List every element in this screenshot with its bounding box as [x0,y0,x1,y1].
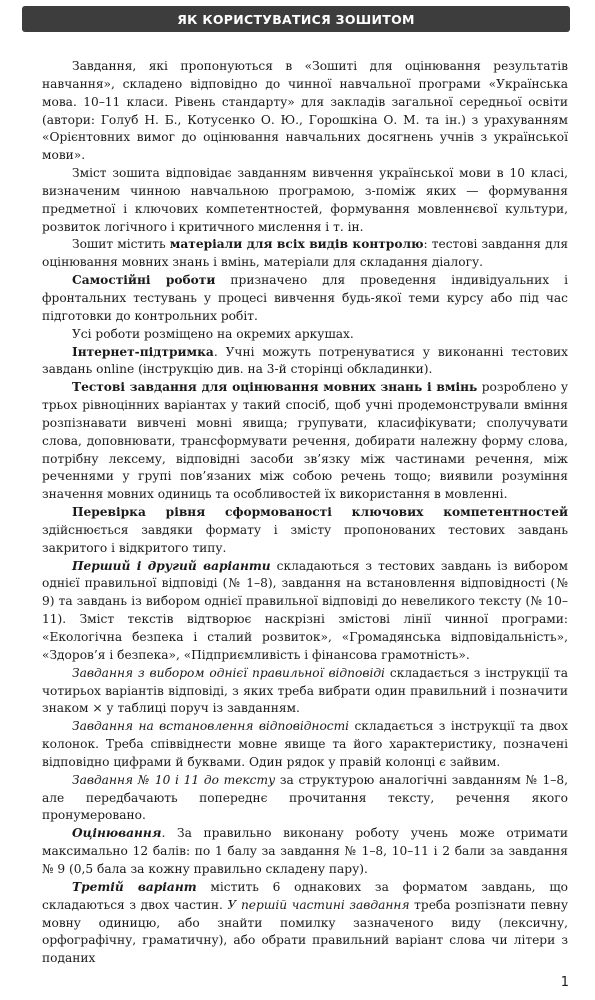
emphasis-run: Тестові завдання для оцінювання мовних знань і вмінь [72,380,478,395]
text-run: призначено для проведення індивідуальних і фронтальних тестувань у процесі вивчення будь-якої теми курсу або під час підготовки до контрольних робіт. [42,273,568,323]
paragraph [42,326,568,344]
page-number: 1 [560,975,569,990]
text-run: за структурою аналогічні завданням № 1–8, але передбачають попереднє прочитання тексту, речення якого пронумеровано. [42,772,568,823]
emphasis-run: Інтернет-підтримка [72,344,214,359]
body-text [42,58,568,968]
paragraph [42,825,568,879]
text-run: Зошит містить [72,237,170,252]
text-run: : тестові завдання для оцінювання мовних знань і вмінь, матеріали для складання діалогу. [42,237,569,270]
text-run: містить 6 однакових за форматом завдань, що складаються з двох частин. [42,879,568,912]
paragraph [42,665,568,719]
paragraph [42,879,568,968]
paragraph [42,344,568,380]
paragraph [42,165,568,236]
paragraph [42,718,568,772]
paragraph [42,379,568,504]
text-run: Зміст зошита відповідає завданням вивчення української мови в 10 класі, визначеним чинною навчальною програмою, з-поміж яких — формування предметної і ключових компетентностей, формування мовленнєвої культури, розвиток логічного і критичного мислення і т. ін. [42,166,568,234]
text-run: розроблено у трьох рівноцінних варіантах у такий спосіб, щоб учні продемонстрували вміння розпізнавати вивчені мовні явища; групувати, класифікувати; сполучувати слова, доповнювати, трансформувати речення, добирати належну форму слова, потрібну лексему, відповідні засоби зв’язку між частинами речення, між реченнями у групі пов’язаних між собою речень тощо; виявили розуміння значення мовних одиниць та особливостей їх використання в мовленні. [42,380,568,502]
text-run: Усі роботи розміщено на окремих аркушах. [72,326,354,341]
paragraph [42,58,568,165]
text-run: складаються з тестових завдань із вибором однієї правильної відповіді (№ 1–8), завдання на встановлення відповідності (№ 9) та завдань із вибором однієї правильної відповіді до невеликого тексту (№ 10–11). Зміст текстів відтворює наскрізні змістові лінії чинної програми: «Екологічна безпека і сталий розвиток», «Громадянська відповідальність», «Здоров’я і безпека», «Підприємливість і фінансова грамотність». [42,558,568,662]
section-header-banner [22,6,570,32]
paragraph [42,772,568,826]
emphasis-run: матеріали для всіх видів контролю [169,237,424,252]
emphasis-run: Завдання № 10 і 11 до тексту [72,772,276,787]
text-run: Завдання, які пропонуються в «Зошиті для оцінювання результатів навчання», складено відповідно до чинної навчальної програми «Українська мова. 10–11 класи. Рівень стандарту» для закладів загальної середньої освіти (автори: Голуб Н. Б., Котусенко О. Ю., Горошкіна О. М. та ін.) з урахуванням «Орієнтовних вимог до оцінювання навчальних досягнень учнів з української мови». [42,59,568,163]
emphasis-run: Третій варіант [72,879,197,894]
text-run: . За правильно виконану роботу учень може отримати максимально 12 балів: по 1 балу за завдання № 1–8, 10–11 і 2 бали за завдання № 9 (0,5 бала за кожну правильно складену пару). [42,826,568,876]
emphasis-run: Перевірка рівня сформованості ключових компетентностей [72,505,568,520]
emphasis-run: Завдання з вибором однієї правильної відповіді [72,665,385,680]
text-run: здійснюється завдяки формату і змісту пропонованих тестових завдань закритого і відкритого типу. [42,522,568,555]
paragraph [42,558,568,665]
emphasis-run: Самостійні роботи [72,273,216,288]
emphasis-run: Перший і другий варіанти [72,558,271,573]
text-run: . Учні можуть потренуватися у виконанні тестових завдань online (інструкцію див. на 3-й сторінці обкладинки). [42,344,568,377]
emphasis-run: У першій частині завдання [227,897,410,912]
text-run: складається з інструкції та двох колонок. Треба співвіднести мовне явище та його характеристику, позначені відповідно цифрами й буквами. Один рядок у правій колонці є зайвим. [42,719,569,769]
paragraph [42,504,568,558]
paragraph [42,272,568,326]
paragraph [42,236,568,272]
section-title: ЯК КОРИСТУВАТИСЯ ЗОШИТОМ [177,11,415,27]
emphasis-run: Оцінювання [72,826,162,841]
emphasis-run: Завдання на встановлення відповідності [72,719,350,734]
text-run: треба розпізнати певну мовну одиницю, або знайти помилку зазначеного виду (лексичну, орфографічну, граматичну), або обрати правильний варіант слова чи літери з поданих [42,897,568,966]
text-run: складається з інструкції та чотирьох варіантів відповіді, з яких треба вибрати один правильний і позначити знаком × у таблиці поруч із завданням. [42,665,569,716]
